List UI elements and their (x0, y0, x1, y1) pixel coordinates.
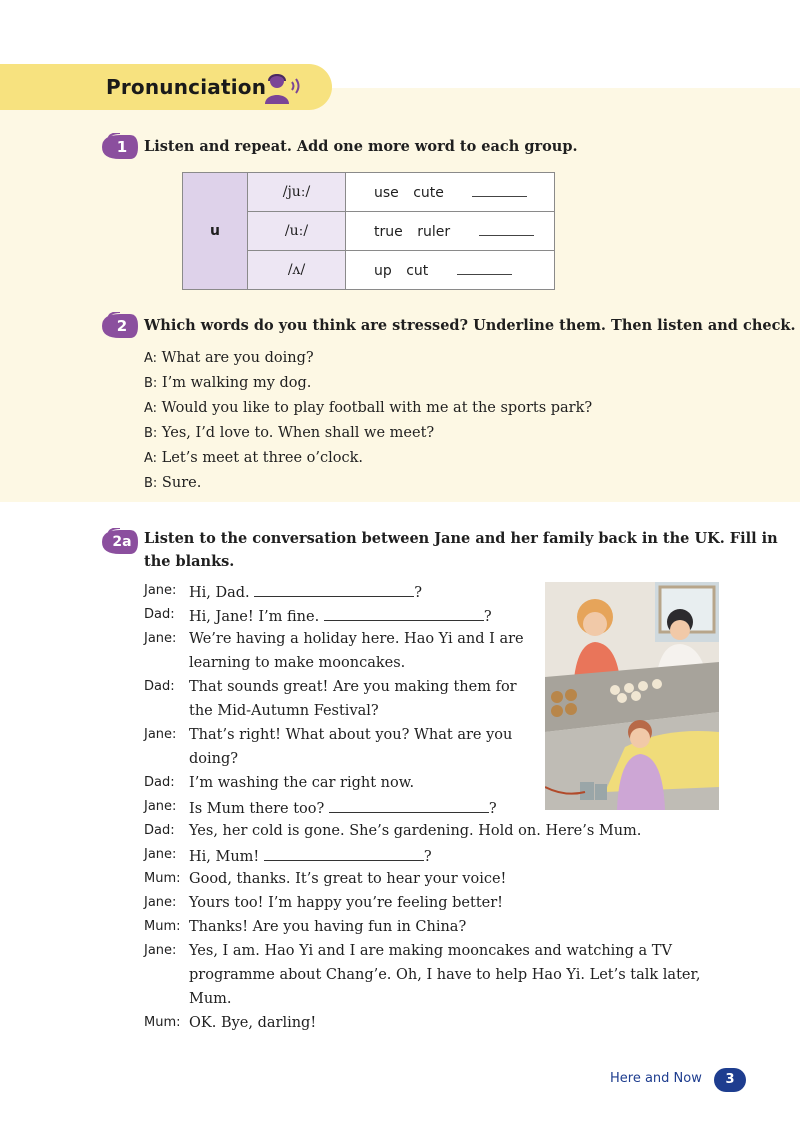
illustration-mooncakes-and-car-washing (545, 582, 719, 810)
exercise-number: 2 (116, 317, 128, 335)
words-cell (346, 251, 555, 290)
sound-cell: /juː/ (248, 173, 346, 212)
listening-person-icon (262, 70, 302, 106)
phonics-table (182, 172, 555, 290)
example-word: use (374, 184, 399, 201)
answer-blank[interactable] (457, 262, 512, 275)
answer-blank[interactable] (329, 799, 489, 813)
sound-cell: /ʌ/ (248, 251, 346, 290)
exercise-2-instruction: Which words do you think are stressed? Underline them. Then listen and check. (144, 317, 796, 334)
dialogue (144, 346, 592, 496)
dialogue-line: B: I’m walking my dog. (144, 375, 312, 391)
conversation: Jane: Hi, Dad. ? Dad: Hi, Jane! I’m fine. ? Jane: We’re having a holiday here. Hao Yi and I are learning to make mooncakes. Dad: That sounds great! Are you making them for the Mid-Autumn Festival? Jane: That’s right! What about you? What are you doing? Dad: I’m washing the car right now. Jane: Is Mum there too? ? Dad: Yes, her cold is gone. She’s gardening. Hold on. Here’s Mum. Jane: Hi, Mum! ? Mum: Good, thanks. It’s great to hear your voice! Jane: Yours too! I’m happy you’re feeling better! Mum: Thanks! Are you having fun in China? Jane: Yes, I am. Hao Yi and I are making mooncakes and watching a TV programme about Chang’e. Oh, I have to help Hao Yi. Let’s talk later, Mum. Mum: OK. Bye, darling! (144, 583, 701, 1031)
letter-cell: u (183, 173, 248, 290)
words-cell (346, 212, 555, 251)
footer-unit-title: Here and Now (610, 1071, 702, 1086)
example-word: ruler (417, 223, 451, 240)
exercise-2a-instruction-line2: the blanks. (144, 553, 235, 570)
words-cell (346, 173, 555, 212)
exercise-number: 1 (116, 138, 128, 156)
example-word: cute (413, 184, 444, 201)
dialogue-line: B: Sure. (144, 475, 202, 491)
exercise-2a-instruction-line1: Listen to the conversation between Jane and her family back in the UK. Fill in (144, 530, 778, 547)
answer-blank[interactable] (472, 184, 527, 197)
page-number: 3 (714, 1068, 746, 1092)
answer-blank[interactable] (479, 223, 534, 236)
sound-cell: /uː/ (248, 212, 346, 251)
answer-blank[interactable] (254, 583, 414, 597)
exercise-1-instruction: Listen and repeat. Add one more word to each group. (144, 138, 578, 155)
dialogue-line: B: Yes, I’d love to. When shall we meet? (144, 425, 435, 441)
dialogue-line: A: Would you like to play football with me at the sports park? (144, 400, 593, 416)
example-word: true (374, 223, 403, 240)
exercise-number: 2a (112, 534, 132, 550)
example-word: cut (406, 262, 429, 279)
answer-blank[interactable] (324, 607, 484, 621)
dialogue-line: A: What are you doing? (144, 350, 314, 366)
answer-blank[interactable] (264, 847, 424, 861)
section-title: Pronunciation (106, 75, 267, 99)
dialogue-line: A: Let’s meet at three o’clock. (144, 450, 363, 466)
example-word: up (374, 262, 392, 279)
